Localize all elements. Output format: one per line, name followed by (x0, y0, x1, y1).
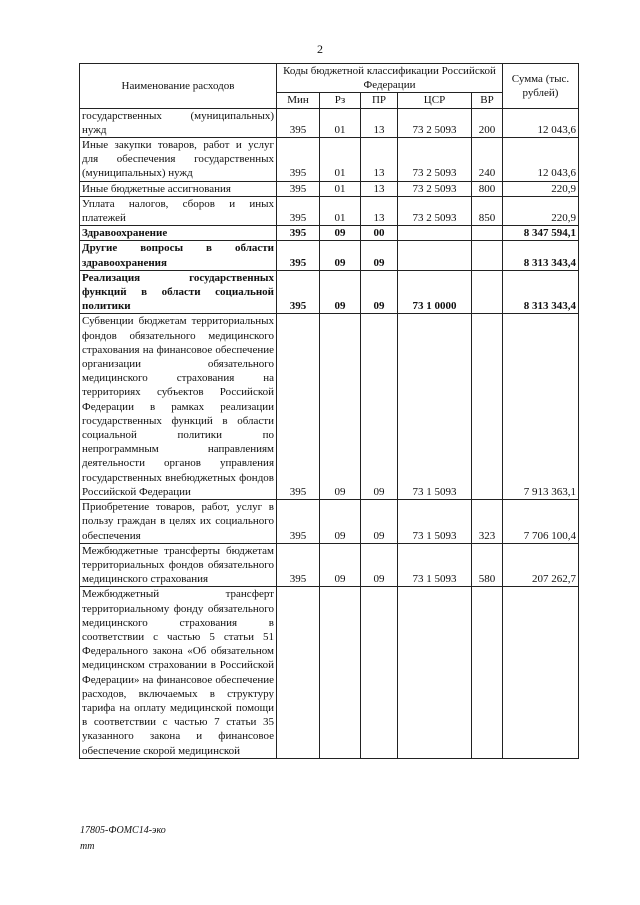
table-row (80, 500, 579, 544)
row-rz: 09 (320, 241, 361, 270)
row-name: государственных (муниципальных) нужд (80, 108, 277, 137)
header-vr: ВР (472, 93, 503, 108)
row-csr: 73 2 5093 (398, 196, 472, 225)
row-min (277, 587, 320, 758)
row-name: Межбюджетный трансферт территориальному фонду обязательного медицинского страхования в соответствии с частью 5 статьи 51 Федерального закона «Об обязательном медицинском страховании в Российской Федерации» на финансовое обеспечение расходов, включаемых в структуру тарифа на оплату медицинской помощи в соответствии с частью 7 статьи 35 указанного закона и финансовое обеспечение скорой медицинской (80, 587, 277, 758)
page-number: 2 (317, 42, 323, 56)
row-vr (472, 314, 503, 500)
row-sum: 8 313 343,4 (503, 241, 579, 270)
row-rz: 01 (320, 196, 361, 225)
row-pr: 13 (361, 181, 398, 196)
header-csr: ЦСР (398, 93, 472, 108)
row-sum: 12 043,6 (503, 108, 579, 137)
header-codes: Коды бюджетной классификации Российской Федерации (277, 64, 503, 93)
table-row (80, 314, 579, 500)
row-pr: 09 (361, 314, 398, 500)
table-row (80, 138, 579, 182)
row-sum: 12 043,6 (503, 138, 579, 182)
row-csr (398, 241, 472, 270)
row-csr (398, 226, 472, 241)
row-min: 395 (277, 196, 320, 225)
footer-mark: тт (80, 841, 95, 852)
table-row (80, 241, 579, 270)
row-csr: 73 1 5093 (398, 500, 472, 544)
header-min: Мин (277, 93, 320, 108)
header-pr: ПР (361, 93, 398, 108)
table-row (80, 270, 579, 314)
row-rz (320, 587, 361, 758)
row-sum: 7 913 363,1 (503, 314, 579, 500)
row-min: 395 (277, 314, 320, 500)
row-name: Субвенции бюджетам территориальных фондов обязательного медицинского страхования на финансовое обеспечение организации обязательного медицинского страхования на территориях субъектов Российской Федерации в рамках реализации государственных функций в области социальной политики по непрограммным направлениям деятельности органов управления государственных внебюджетных фондов Российской Федерации (80, 314, 277, 500)
row-csr: 73 1 0000 (398, 270, 472, 314)
row-name: Иные бюджетные ассигнования (80, 181, 277, 196)
row-min: 395 (277, 108, 320, 137)
row-pr (361, 587, 398, 758)
row-sum: 8 313 343,4 (503, 270, 579, 314)
row-min: 395 (277, 226, 320, 241)
row-pr: 13 (361, 108, 398, 137)
table-row (80, 181, 579, 196)
row-name: Иные закупки товаров, работ и услуг для обеспечения государственных (муниципальных) нужд (80, 138, 277, 182)
row-vr: 580 (472, 543, 503, 587)
row-pr: 13 (361, 138, 398, 182)
row-csr: 73 2 5093 (398, 181, 472, 196)
row-sum: 7 706 100,4 (503, 500, 579, 544)
table-row (80, 226, 579, 241)
row-vr: 850 (472, 196, 503, 225)
row-name: Уплата налогов, сборов и иных платежей (80, 196, 277, 225)
row-rz: 01 (320, 108, 361, 137)
row-pr: 09 (361, 241, 398, 270)
row-pr: 09 (361, 270, 398, 314)
row-vr (472, 587, 503, 758)
header-rz: Рз (320, 93, 361, 108)
header-name: Наименование расходов (80, 64, 277, 109)
row-pr: 09 (361, 543, 398, 587)
row-csr: 73 1 5093 (398, 543, 472, 587)
row-rz: 09 (320, 500, 361, 544)
row-vr: 240 (472, 138, 503, 182)
row-name: Здравоохранение (80, 226, 277, 241)
table-row (80, 587, 579, 758)
row-rz: 09 (320, 314, 361, 500)
row-rz: 01 (320, 138, 361, 182)
row-pr: 00 (361, 226, 398, 241)
row-name: Приобретение товаров, работ, услуг в пользу граждан в целях их социального обеспечения (80, 500, 277, 544)
row-min: 395 (277, 500, 320, 544)
header-row (80, 64, 579, 93)
row-vr (472, 226, 503, 241)
table-row (80, 543, 579, 587)
row-sum (503, 587, 579, 758)
row-name: Реализация государственных функций в области социальной политики (80, 270, 277, 314)
row-sum: 207 262,7 (503, 543, 579, 587)
row-pr: 09 (361, 500, 398, 544)
row-name: Межбюджетные трансферты бюджетам территориальных фондов обязательного медицинского страхования (80, 543, 277, 587)
row-name: Другие вопросы в области здравоохранения (80, 241, 277, 270)
row-rz: 09 (320, 543, 361, 587)
row-sum: 8 347 594,1 (503, 226, 579, 241)
row-sum: 220,9 (503, 196, 579, 225)
table-row (80, 196, 579, 225)
row-csr: 73 1 5093 (398, 314, 472, 500)
row-rz: 09 (320, 270, 361, 314)
row-csr (398, 587, 472, 758)
row-min: 395 (277, 138, 320, 182)
row-min: 395 (277, 241, 320, 270)
row-vr: 323 (472, 500, 503, 544)
footer-document-code: 17805-ФОМС14-эко (80, 825, 166, 836)
row-vr: 800 (472, 181, 503, 196)
header-sum: Сумма (тыс. рублей) (503, 64, 579, 109)
row-pr: 13 (361, 196, 398, 225)
row-vr (472, 241, 503, 270)
row-csr: 73 2 5093 (398, 138, 472, 182)
row-csr: 73 2 5093 (398, 108, 472, 137)
budget-table (79, 63, 579, 759)
row-min: 395 (277, 543, 320, 587)
row-vr: 200 (472, 108, 503, 137)
table-row (80, 108, 579, 137)
row-rz: 09 (320, 226, 361, 241)
row-rz: 01 (320, 181, 361, 196)
row-min: 395 (277, 270, 320, 314)
row-sum: 220,9 (503, 181, 579, 196)
row-vr (472, 270, 503, 314)
row-min: 395 (277, 181, 320, 196)
